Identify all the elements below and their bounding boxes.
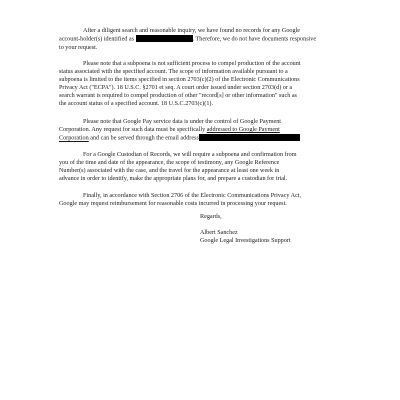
text-fragment: Corporation. Any request for such data must be specifically	[59, 127, 207, 134]
text-line: search warrant is required to compel production of other "record[s] or other information" such as	[59, 93, 297, 100]
text-line: Please note that Google Pay service data is under the control of Google Payment	[83, 119, 281, 125]
text-line: Please note that a subpoena is not sufficient process to compel production of the account	[83, 61, 301, 67]
text-line: Number(s) associated with the case, and the travel for the appearance at least one week in	[59, 168, 280, 175]
text-line: Privacy Act ("ECPA"). 18 U.S.C. §2701 et seq. A court order issued under section 2703(d) or a	[59, 85, 293, 92]
text-line	[59, 126, 349, 134]
paragraph-subpoena-scope	[59, 60, 349, 109]
text-line: to your request.	[59, 44, 98, 51]
paragraph-reimbursement	[59, 192, 349, 208]
underlined-text: addressed to Google Payment	[206, 127, 280, 134]
closing-text: Regards,	[200, 214, 222, 220]
text-line	[59, 35, 349, 44]
paragraph-google-pay	[59, 118, 349, 143]
text-line	[59, 134, 349, 143]
redaction-bar	[199, 134, 300, 141]
signer-title: Google Legal Investigations Support	[200, 238, 291, 244]
underlined-text: Corporation	[59, 135, 89, 142]
paragraph-no-records	[59, 27, 349, 52]
text-line: Google may request reimbursement for reasonable costs incurred in processing your request.	[59, 201, 287, 208]
text-line: status associated with the specified account. The scope of information available pursuant to a	[59, 69, 288, 76]
paragraph-custodian-of-records	[59, 151, 349, 183]
text-fragment: . Therefore, we do not have documents responsive	[192, 36, 317, 43]
text-line: the account status of a specified account. 18 U.S.C.2703(c)(1).	[59, 101, 213, 108]
signer-name: Albert Sanchez	[200, 230, 238, 236]
redaction-bar	[136, 35, 193, 42]
text-line: you of the time and date of the appearance, the scope of testimony, any Google Reference	[59, 160, 280, 167]
text-line: After a diligent search and reasonable inquiry, we have found no records for any Google	[83, 28, 301, 34]
text-line: advance in order to identify, make the appropriate plans for, and prepare a custodian for trial.	[59, 176, 288, 183]
text-fragment: and can be served through the email address	[88, 135, 199, 142]
text-line: subpoena is limited to the items specified in section 2703(c)(2) of the Electronic Communications	[59, 77, 300, 84]
text-fragment: account-holder(s) identified as	[59, 36, 135, 43]
text-line: For a Google Custodian of Records, we will require a subpoena and confirmation from	[83, 152, 297, 158]
text-line: Finally, in accordance with Section 2706 of the Electronic Communications Privacy Act,	[83, 193, 302, 199]
